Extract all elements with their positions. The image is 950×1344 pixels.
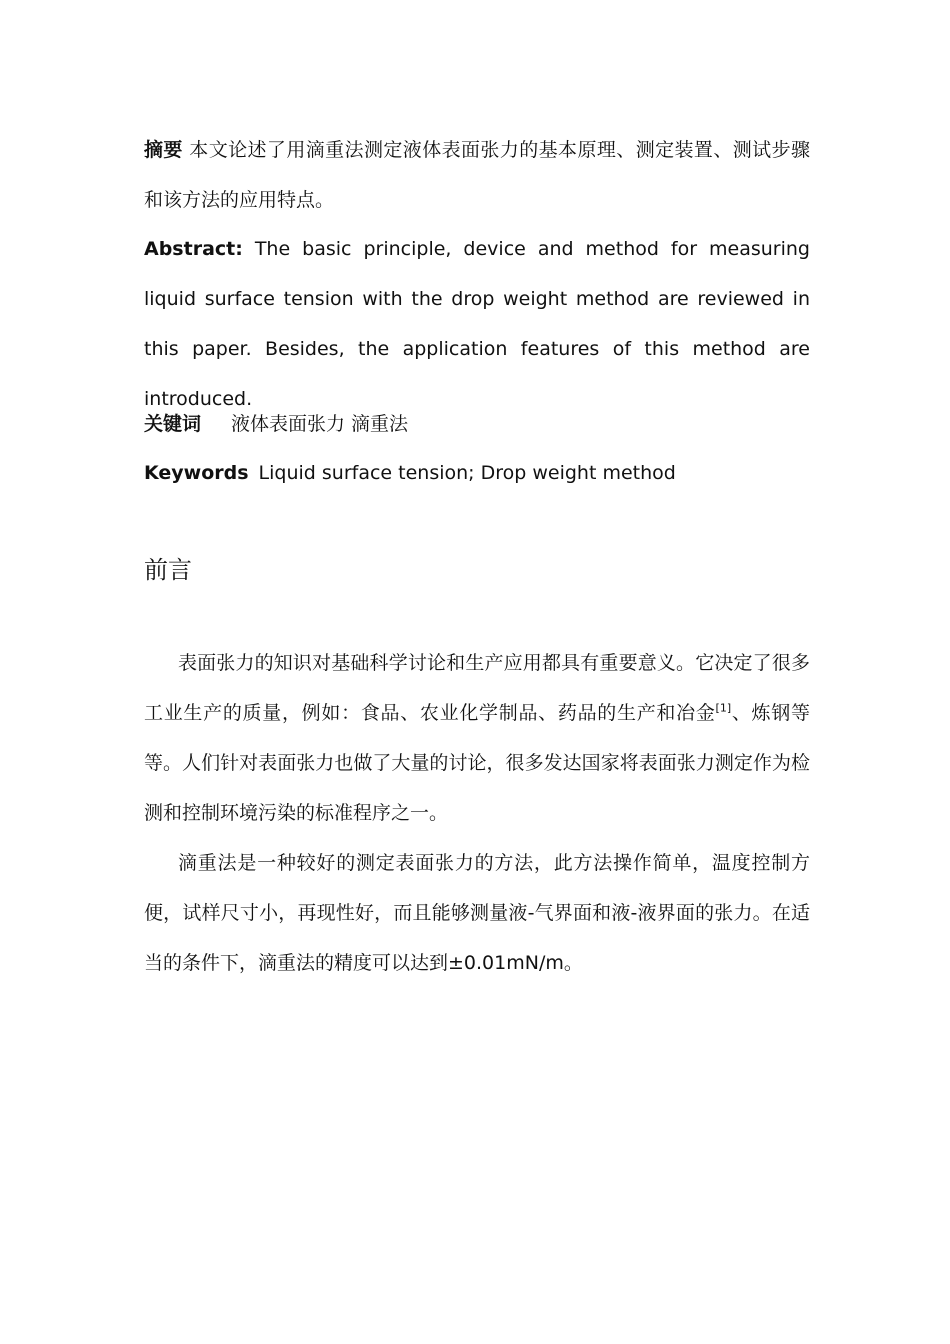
paragraph-1-text-b: 、炼钢等等。人们针对表面张力也做了大量的讨论，很多发达国家将表面张力测定作为检测和控制环境污染的标准程序之一。 (144, 702, 810, 824)
abstract-chinese-text: 本文论述了用滴重法测定液体表面张力的基本原理、测定装置、测试步骤和该方法的应用特点。 (144, 139, 810, 211)
keywords-chinese (144, 399, 810, 449)
citation-reference: [1] (715, 701, 732, 715)
preface-paragraph-2: 滴重法是一种较好的测定表面张力的方法，此方法操作简单，温度控制方便，试样尺寸小，再现性好，而且能够测量液-气界面和液-液界面的张力。在适当的条件下，滴重法的精度可以达到±0.01mN/m。 (144, 852, 810, 974)
paragraph-1-text-a: 表面张力的知识对基础科学讨论和生产应用都具有重要意义。它决定了很多工业生产的质量，例如：食品、农业化学制品、药品的生产和冶金 (144, 652, 810, 724)
abstract-english (144, 224, 810, 424)
abstract-chinese-label: 摘要 (144, 139, 183, 161)
keywords-english-label: Keywords (144, 462, 249, 484)
abstract-english-text: The basic principle, device and method for measuring liquid surface tension with the drop weight method are reviewed in this paper. Besides, the application features of this method are introduced. (144, 238, 810, 410)
keywords-english-text: Liquid surface tension; Drop weight method (258, 462, 676, 484)
abstract-chinese (144, 125, 810, 225)
keywords-english (144, 448, 810, 498)
section-heading-preface: 前言 (144, 556, 192, 584)
preface-paragraph-1 (144, 638, 810, 838)
keywords-chinese-label: 关键词 (144, 413, 202, 435)
keywords-chinese-text: 液体表面张力 滴重法 (231, 413, 409, 435)
abstract-english-label: Abstract: (144, 238, 243, 260)
